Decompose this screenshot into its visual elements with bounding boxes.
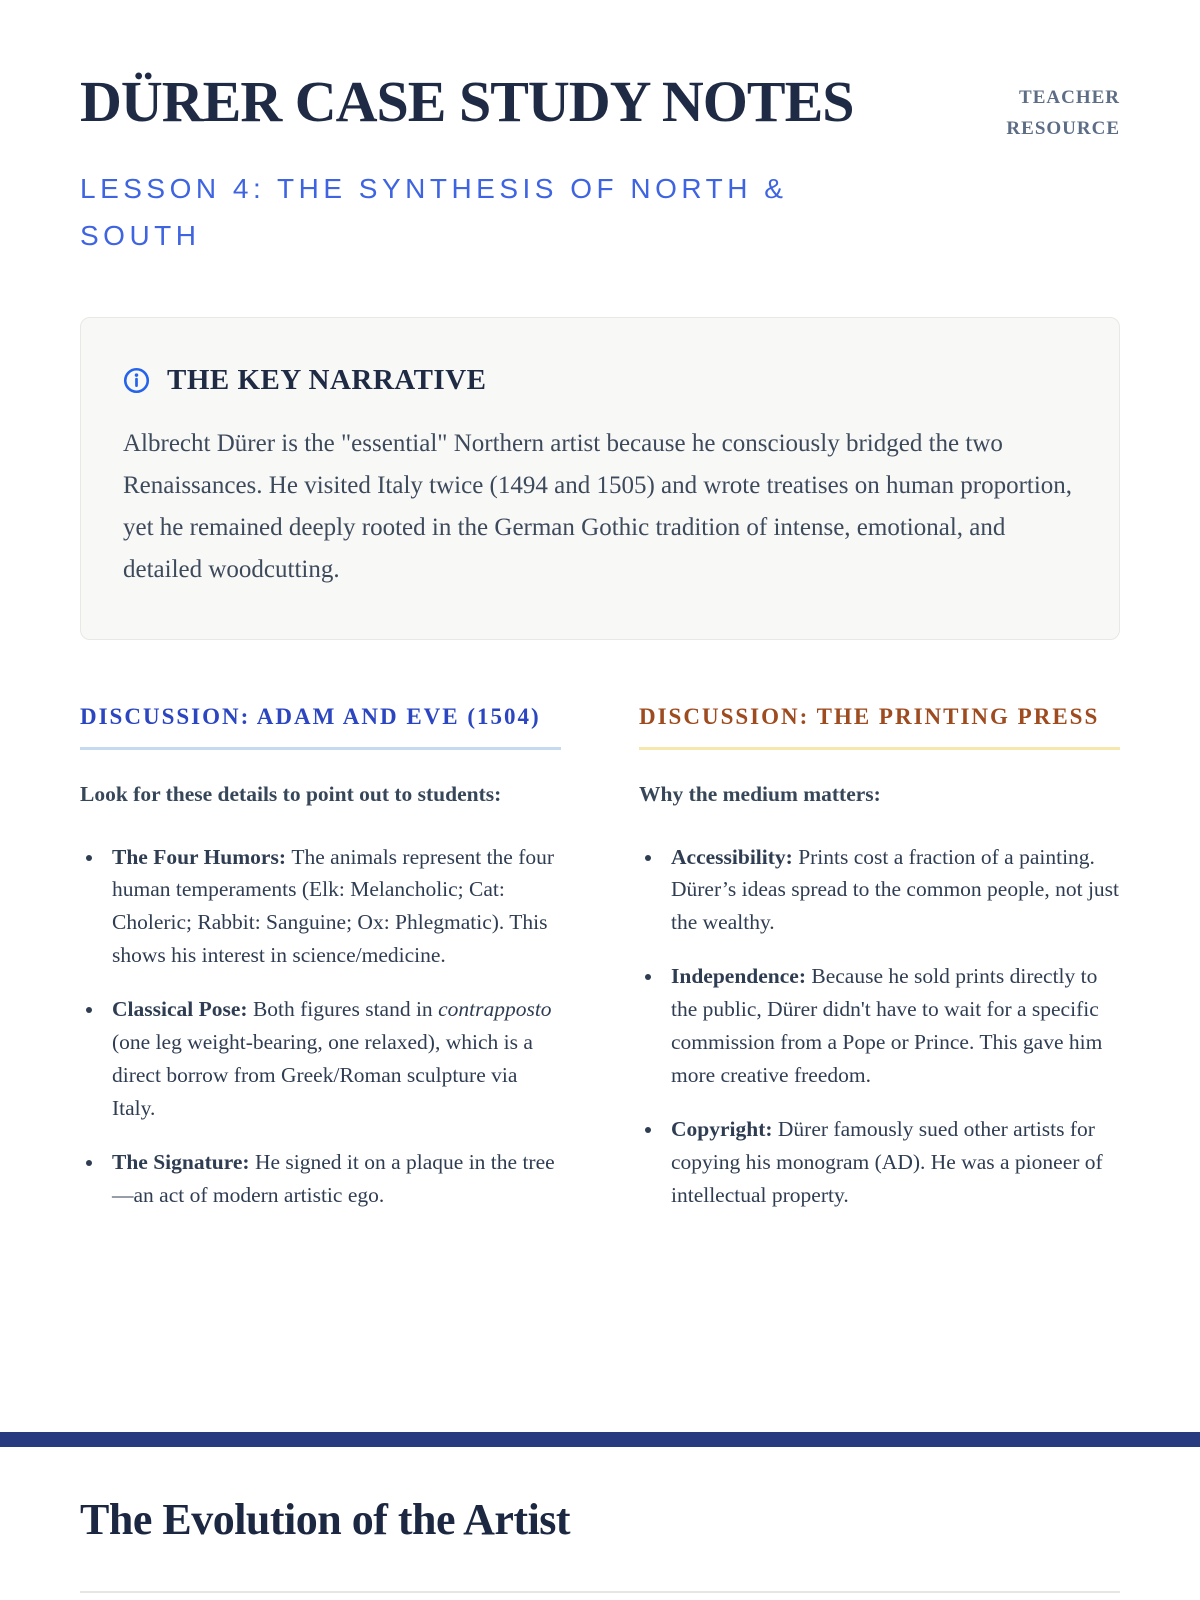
- section-divider-bar: [0, 1432, 1200, 1447]
- info-icon: [123, 367, 150, 394]
- list-item: • Accessibility: Prints cost a fraction of a painting. Dürer’s ideas spread to the common people, not just the wealthy.: [664, 841, 1120, 940]
- resource-badge-line2: RESOURCE: [1006, 118, 1120, 140]
- lesson-subtitle: LESSON 4: THE SYNTHESIS OF NORTH & SOUTH: [80, 172, 788, 251]
- discussion-column-printing-press: [639, 700, 1120, 1212]
- list-item: • Copyright: Dürer famously sued other artists for copying his monogram (AD). He was a pioneer of intellectual property.: [664, 1113, 1120, 1212]
- section-rule: [80, 1591, 1120, 1593]
- column-lead: Look for these details to point out to students:: [80, 782, 502, 807]
- list-item: • The Four Humors: The animals represent the four human temperaments (Elk: Melancholic; Cat: Choleric; Rabbit: Sanguine; Ox: Phlegmatic). This shows his interest in science/medicine.: [105, 841, 561, 973]
- discussion-column-adam-eve: [80, 700, 561, 1212]
- key-narrative-title: THE KEY NARRATIVE: [167, 363, 487, 396]
- list-item: • Classical Pose: Both figures stand in contrapposto (one leg weight-bearing, one relaxed), which is a direct borrow from Greek/Roman sculpture via Italy.: [105, 993, 561, 1125]
- page-title: DÜRER CASE STUDY NOTES: [80, 69, 854, 134]
- column-heading: DISCUSSION: ADAM AND EVE (1504): [80, 700, 561, 751]
- bullet-list: [80, 841, 561, 1212]
- list-item: • Independence: Because he sold prints directly to the public, Dürer didn't have to wait for a specific commission from a Pope or Prince. This gave him more creative freedom.: [664, 960, 1120, 1092]
- section-title: The Evolution of the Artist: [80, 1495, 571, 1544]
- key-narrative-header: [123, 364, 1077, 397]
- column-heading: DISCUSSION: THE PRINTING PRESS: [639, 700, 1120, 751]
- header: [80, 69, 1120, 145]
- bullet-list: [639, 841, 1120, 1212]
- discussion-columns: [80, 700, 1120, 1212]
- resource-badge: [1006, 72, 1120, 145]
- key-narrative-box: [80, 317, 1120, 640]
- column-lead: Why the medium matters:: [639, 782, 881, 807]
- key-narrative-body: Albrecht Dürer is the "essential" Northern artist because he consciously bridged the two Renaissances. He visited Italy twice (1494 and 1505) and wrote treatises on human proportion, yet he remained deeply rooted in the German Gothic tradition of intense, emotional, and detailed woodcutting.: [123, 429, 1073, 583]
- list-item: • The Signature: He signed it on a plaque in the tree—an act of modern artistic ego.: [105, 1146, 561, 1212]
- resource-badge-line1: TEACHER: [1019, 87, 1120, 108]
